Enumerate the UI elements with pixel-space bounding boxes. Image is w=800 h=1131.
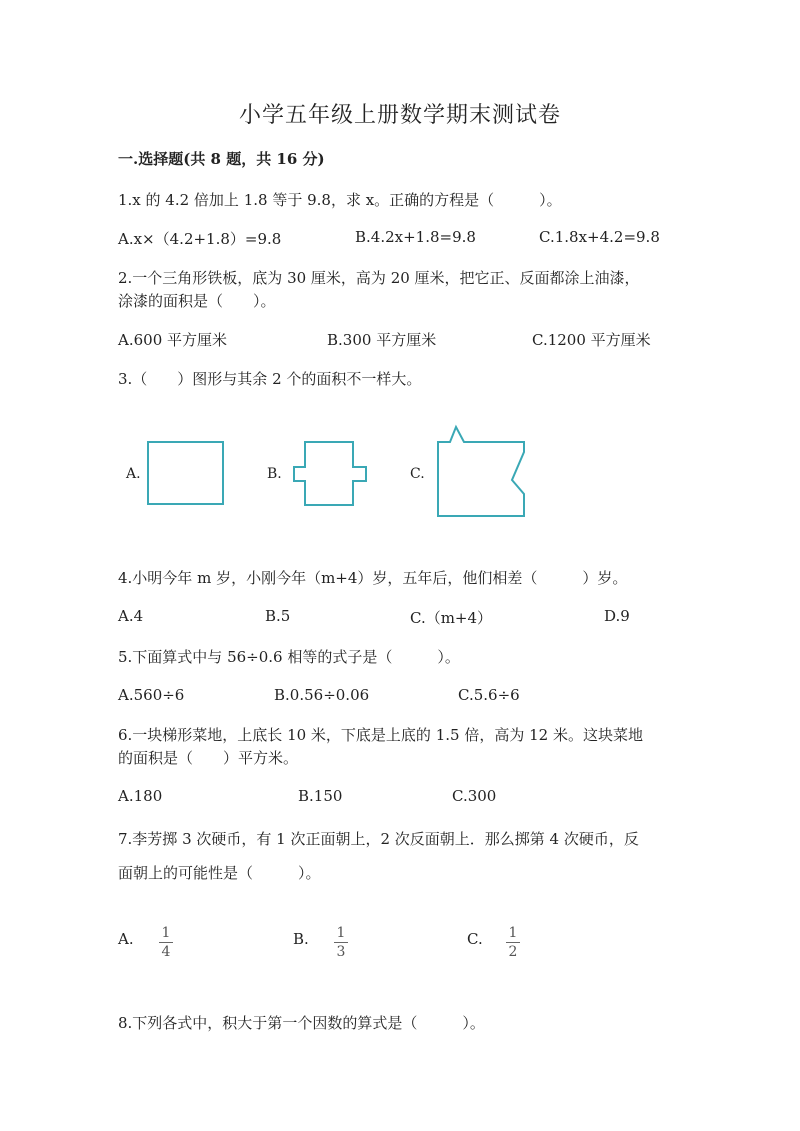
question-1: 1.x 的 4.2 倍加上 1.8 等于 9.8，求 x。正确的方程是（ ）。 — [118, 191, 562, 209]
q7-option-b[interactable]: B. — [293, 930, 309, 948]
question-6-line-1: 6.一块梯形菜地，上底长 10 米，下底是上底的 1.5 倍，高为 12 米。这块菜地 — [118, 726, 643, 744]
question-3: 3.（ ）图形与其余 2 个的面积不一样大。 — [118, 370, 422, 388]
q5-option-b[interactable]: B.0.56÷0.06 — [274, 686, 370, 704]
q2-option-a[interactable]: A.600 平方厘米 — [118, 331, 227, 349]
question-7-line-1: 7.李芳掷 3 次硬币，有 1 次正面朝上，2 次反面朝上．那么掷第 4 次硬币，反 — [118, 830, 639, 848]
figure-a-rectangle — [148, 442, 223, 504]
q7-fraction-b — [334, 925, 348, 960]
fraction-numerator: 1 — [336, 925, 346, 941]
figure-b-notched-shape — [294, 442, 366, 505]
section-heading: 一.选择题(共 8 题，共 16 分) — [118, 150, 325, 168]
q2-option-c[interactable]: C.1200 平方厘米 — [532, 331, 651, 349]
q4-option-b[interactable]: B.5 — [265, 607, 291, 625]
question-4: 4.小明今年 m 岁，小刚今年（m+4）岁，五年后，他们相差（ ）岁。 — [118, 569, 628, 587]
figure-label-a[interactable]: A. — [126, 466, 141, 482]
question-6-line-2: 的面积是（ ）平方米。 — [118, 749, 299, 767]
q1-option-a[interactable]: A.x×（4.2+1.8）=9.8 — [118, 230, 282, 248]
q2-option-b[interactable]: B.300 平方厘米 — [327, 331, 437, 349]
question-2-line-1: 2.一个三角形铁板，底为 30 厘米，高为 20 厘米，把它正、反面都涂上油漆， — [118, 269, 640, 287]
q5-option-a[interactable]: A.560÷6 — [118, 686, 185, 704]
q6-option-a[interactable]: A.180 — [118, 787, 163, 805]
q7-option-c[interactable]: C. — [467, 930, 483, 948]
fraction-denominator: 2 — [508, 944, 518, 960]
q1-option-c[interactable]: C.1.8x+4.2=9.8 — [539, 228, 660, 246]
q7-option-a[interactable]: A. — [118, 930, 134, 948]
fraction-numerator: 1 — [508, 925, 518, 941]
figure-label-c[interactable]: C. — [410, 466, 425, 482]
page-title: 小学五年级上册数学期末测试卷 — [238, 103, 561, 128]
q1-option-b[interactable]: B.4.2x+1.8=9.8 — [355, 228, 476, 246]
q4-option-c[interactable]: C.（m+4） — [410, 609, 493, 627]
fraction-bar — [334, 942, 348, 943]
q5-option-c[interactable]: C.5.6÷6 — [458, 686, 520, 704]
question-8: 8.下列各式中，积大于第一个因数的算式是（ ）。 — [118, 1014, 485, 1032]
q7-fraction-c — [506, 925, 520, 960]
q4-option-d[interactable]: D.9 — [604, 607, 630, 625]
fraction-denominator: 3 — [336, 944, 346, 960]
q4-option-a[interactable]: A.4 — [118, 607, 144, 625]
figure-c-irregular-shape — [438, 427, 524, 516]
area-figures — [0, 0, 800, 540]
q6-option-c[interactable]: C.300 — [452, 787, 497, 805]
question-7-line-2: 面朝上的可能性是（ ）。 — [118, 864, 321, 882]
fraction-numerator: 1 — [161, 925, 171, 941]
figure-label-b[interactable]: B. — [267, 466, 282, 482]
question-5: 5.下面算式中与 56÷0.6 相等的式子是（ ）。 — [118, 648, 460, 666]
q7-fraction-a — [159, 925, 173, 960]
fraction-bar — [506, 942, 520, 943]
q6-option-b[interactable]: B.150 — [298, 787, 343, 805]
fraction-denominator: 4 — [161, 944, 171, 960]
question-2-line-2: 涂漆的面积是（ ）。 — [118, 292, 276, 310]
fraction-bar — [159, 942, 173, 943]
